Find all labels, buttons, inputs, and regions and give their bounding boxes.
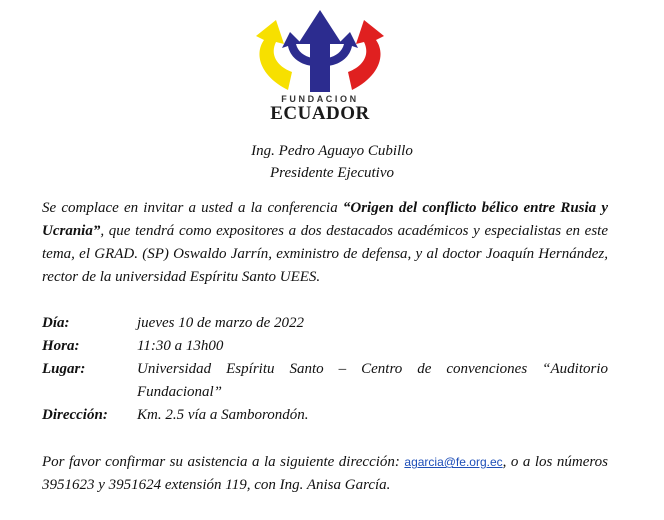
detail-value: jueves 10 de marzo de 2022 — [137, 315, 305, 331]
detail-row-address — [42, 404, 608, 427]
detail-row-place — [42, 358, 608, 404]
detail-label: Lugar: — [42, 361, 86, 377]
rsvp-text-before: Por favor confirmar su asistencia a la siguiente dirección: — [42, 454, 405, 470]
invitation-intro: Se complace en invitar a usted a la conferencia — [42, 200, 343, 216]
detail-value: Km. 2.5 vía a Samborondón. — [137, 407, 309, 423]
fundacion-ecuador-logo — [250, 6, 390, 124]
detail-value: Universidad Espíritu Santo – Centro de convenciones “Auditorio Fundacional” — [137, 361, 608, 400]
sender-title: Presidente Ejecutivo — [270, 165, 394, 181]
logo-text-top: FUNDACION — [281, 94, 359, 104]
detail-row-day — [42, 312, 608, 335]
rsvp-text-after: , o a los números 3951623 y 3951624 extensión 119, con Ing. Anisa García. — [42, 454, 608, 493]
sender-name: Ing. Pedro Aguayo Cubillo — [251, 143, 413, 159]
event-details — [42, 312, 608, 427]
detail-label: Dirección: — [42, 407, 108, 423]
invitation-rest: , que tendrá como expositores a dos destacados académicos y especialistas en este tema, el GRAD. (SP) Oswaldo Jarrín, exministro de defensa, y al doctor Joaquín Hernández, rector de la universidad Espíritu Santo UEES. — [42, 223, 608, 285]
detail-row-time — [42, 335, 608, 358]
logo-text-bottom: ECUADOR — [270, 103, 370, 124]
detail-label: Hora: — [42, 338, 80, 354]
rsvp-paragraph — [42, 451, 608, 497]
conference-title: “Origen del conflicto bélico entre Rusia y Ucrania” — [42, 200, 608, 239]
invitation-paragraph — [42, 197, 608, 289]
detail-label: Día: — [42, 315, 70, 331]
rsvp-email-link[interactable]: agarcia@fe.org.ec — [404, 455, 503, 469]
logo-arrows-icon — [250, 6, 390, 96]
detail-value: 11:30 a 13h00 — [137, 338, 224, 354]
sender-block — [0, 140, 664, 184]
